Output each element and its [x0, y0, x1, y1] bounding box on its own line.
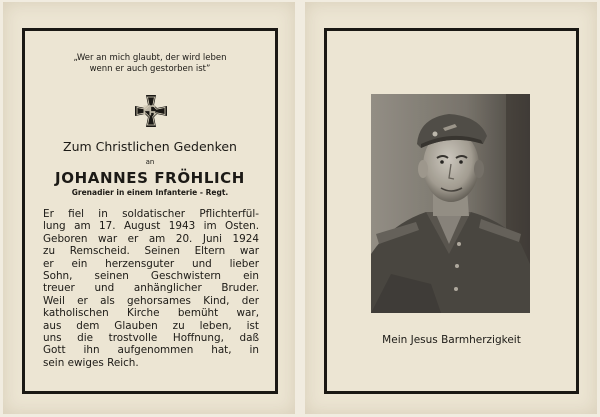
bio-line: er ein herzensguter und lieber	[43, 257, 259, 270]
bio-line: Geboren war er am 20. Juni 1924	[43, 232, 259, 245]
deceased-name: JOHANNES FRÖHLICH	[55, 169, 245, 187]
bio-line: Gott ihn aufgenommen hat, in	[43, 344, 259, 357]
portrait-photo	[371, 94, 530, 313]
bio-line: aus dem Glauben zu leben, ist	[43, 319, 259, 332]
bible-quote	[25, 53, 275, 75]
bio-line: katholischen Kirche bemüht war,	[43, 307, 259, 320]
left-page	[3, 2, 295, 414]
biography-text	[43, 208, 259, 369]
iron-cross-icon	[133, 93, 169, 129]
quote-line-2: wenn er auch gestorben ist”	[89, 64, 211, 74]
photo-caption: Mein Jesus Barmherzigkeit	[382, 334, 521, 346]
memorial-heading: Zum Christlichen Gedenken	[63, 139, 237, 154]
bio-line: uns die trostvolle Hoffnung, daß	[43, 332, 259, 345]
soldier-portrait-image	[371, 94, 530, 313]
bio-line: lung am 17. August 1943 im Osten.	[43, 220, 259, 233]
mourning-border	[22, 28, 278, 394]
dedication-word: an	[145, 158, 155, 166]
right-page	[305, 2, 597, 414]
military-unit: Grenadier in einem Infanterie - Regt.	[71, 188, 229, 197]
quote-line-1: „Wer an mich glaubt, der wird leben	[73, 53, 227, 63]
bio-line: Er fiel in soldatischer Pflichterfül-	[43, 208, 259, 220]
bio-line: Weil er als gehorsames Kind, der	[43, 294, 259, 307]
bio-line: treuer und anhänglicher Bruder.	[43, 282, 259, 295]
bio-line: zu Remscheid. Seinen Eltern war	[43, 245, 259, 258]
bio-line: sein ewiges Reich.	[43, 356, 139, 369]
bio-line: Sohn, seinen Geschwistern ein	[43, 270, 259, 283]
mourning-border	[324, 28, 579, 394]
